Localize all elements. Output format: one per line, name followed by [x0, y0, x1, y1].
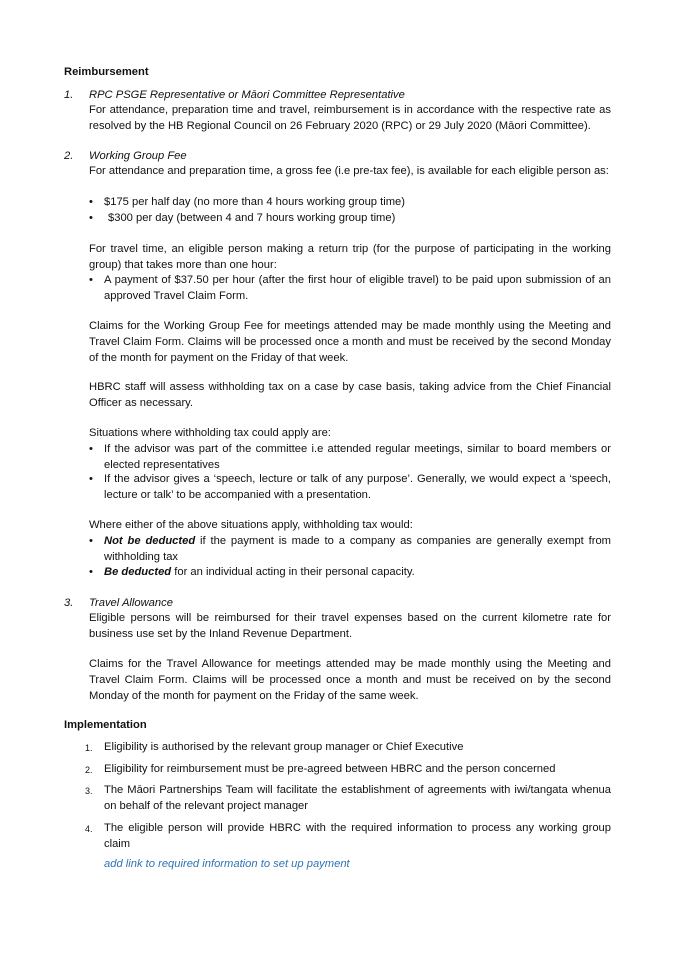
- situation-bullet: If the advisor gives a ‘speech, lecture or talk of any purpose’. Generally, we would expect a ‘speech, lecture or talk’ to be accompanied with a presentation.: [104, 473, 611, 501]
- payment-info-link[interactable]: add link to required information to set up payment: [104, 858, 350, 870]
- bullet-dot: •: [89, 473, 93, 485]
- impl-item: Eligibility is authorised by the relevant group manager or Chief Executive: [104, 741, 464, 753]
- travel-allowance-claims: Claims for the Travel Allowance for meetings attended may be made monthly using the Meeting and Travel Claim Form. Claims will be processed once a month and must be received on by the second Monday of the month for payment on the Friday of the same week.: [89, 658, 611, 702]
- bullet-dot: •: [89, 443, 93, 455]
- item-number: 2.: [64, 150, 74, 162]
- item-title: RPC PSGE Representative or Māori Committee Representative: [89, 89, 405, 101]
- item-title: Working Group Fee: [89, 150, 187, 162]
- hbrc-staff-text: HBRC staff will assess withholding tax on a case by case basis, taking advice from the Chief Financial Officer as necessary.: [89, 381, 611, 409]
- withholding-emphasis: Not be deducted: [104, 535, 196, 547]
- implementation-heading: Implementation: [64, 719, 147, 731]
- working-group-claims: Claims for the Working Group Fee for meetings attended may be made monthly using the Meeting and Travel Claim Form. Claims will be processed once a month and must be received by the second Monday of the month for payment on the Friday of that week.: [89, 320, 611, 364]
- withholding-bullet: [104, 564, 611, 580]
- item-number: 3.: [64, 597, 74, 609]
- fee-intro: For attendance and preparation time, a gross fee (i.e pre-tax fee), is available for each eligible person as:: [89, 165, 609, 177]
- reimbursement-heading: Reimbursement: [64, 66, 149, 78]
- situation-bullet: If the advisor was part of the committee i.e attended regular meetings, similar to board members or elected representatives: [104, 443, 611, 471]
- impl-item: The eligible person will provide HBRC with the required information to process any working group claim: [104, 822, 611, 850]
- travel-bullet: A payment of $37.50 per hour (after the first hour of eligible travel) to be paid upon submission of an approved Travel Claim Form.: [104, 274, 611, 302]
- impl-number: 1.: [85, 743, 93, 753]
- withholding-emphasis: Be deducted: [104, 566, 172, 578]
- travel-allowance-text: Eligible persons will be reimbursed for their travel expenses based on the current kilometre rate for business use set by the Inland Revenue Department.: [89, 612, 611, 640]
- fee-bullet: $175 per half day (no more than 4 hours working group time): [104, 196, 405, 208]
- withholding-bullet: [104, 533, 611, 565]
- impl-item: Eligibility for reimbursement must be pre-agreed between HBRC and the person concerned: [104, 763, 556, 775]
- withholding-intro: Where either of the above situations apply, withholding tax would:: [89, 519, 413, 531]
- impl-number: 2.: [85, 765, 93, 775]
- item-text: For attendance, preparation time and travel, reimbursement is in accordance with the respective rate as resolved by the HB Regional Council on 26 February 2020 (RPC) or 29 July 2020 (Māori Committee).: [89, 104, 611, 132]
- withholding-rest: if the payment is made to a company as companies are generally exempt from withholding tax: [104, 535, 611, 563]
- fee-bullet: $300 per day (between 4 and 7 hours working group time): [108, 212, 396, 224]
- impl-item: The Māori Partnerships Team will facilitate the establishment of agreements with iwi/tangata whenua on behalf of the relevant project manager: [104, 784, 611, 812]
- bullet-dot: •: [89, 535, 93, 547]
- travel-intro: For travel time, an eligible person making a return trip (for the purpose of participating in the working group) that takes more than one hour:: [89, 243, 611, 271]
- impl-number: 3.: [85, 786, 93, 796]
- item-title: Travel Allowance: [89, 597, 173, 609]
- situations-intro: Situations where withholding tax could apply are:: [89, 427, 331, 439]
- bullet-dot: •: [89, 566, 93, 578]
- bullet-dot: •: [89, 212, 93, 224]
- item-number: 1.: [64, 89, 74, 101]
- impl-number: 4.: [85, 824, 93, 834]
- withholding-rest: for an individual acting in their personal capacity.: [171, 566, 415, 578]
- bullet-dot: •: [89, 196, 93, 208]
- bullet-dot: •: [89, 274, 93, 286]
